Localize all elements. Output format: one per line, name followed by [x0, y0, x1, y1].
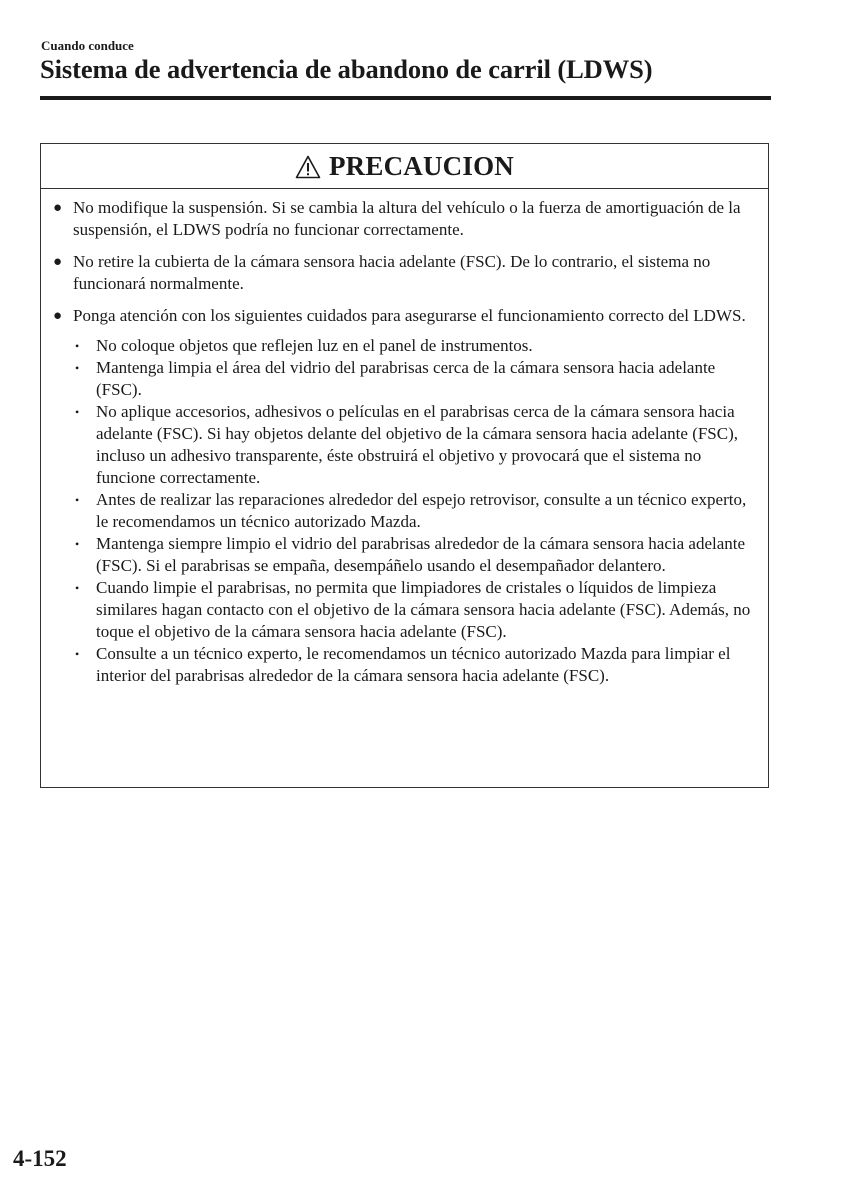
sub-bullet-icon: •	[75, 493, 80, 507]
page-number: 4-152	[13, 1146, 67, 1171]
sub-bullet-icon: •	[75, 361, 80, 375]
sub-bullet-icon: •	[75, 647, 80, 661]
caution-item-text: No retire la cubierta de la cámara sensora hacia adelante (FSC). De lo contrario, el sistema no funcionará normalmente.	[73, 252, 711, 293]
caution-item	[53, 305, 756, 327]
caution-body	[41, 189, 768, 687]
caution-sub-item	[73, 489, 756, 533]
caution-sub-item-text: No coloque objetos que reflejen luz en el panel de instrumentos.	[96, 336, 533, 355]
caution-sub-item-text: No aplique accesorios, adhesivos o películas en el parabrisas cerca de la cámara sensora hacia adelante (FSC). Si hay objetos delante del objetivo de la cámara sensora hacia adelante (FSC), incluso un adhesivo transparente, éste obstruirá el objetivo y provocará que el sistema no funcione correctamente.	[96, 402, 739, 487]
title-rule	[40, 96, 771, 100]
page-title: Sistema de advertencia de abandono de carril (LDWS)	[40, 54, 653, 84]
caution-item	[53, 251, 756, 295]
caution-title: PRECAUCION	[328, 150, 514, 181]
sub-bullet-icon: •	[75, 405, 80, 419]
sub-bullet-icon: •	[75, 537, 80, 551]
warning-triangle-icon	[295, 155, 321, 179]
caution-box	[40, 143, 769, 788]
bullet-icon: ●	[53, 308, 63, 324]
caution-sub-item	[73, 357, 756, 401]
caution-item-text: No modifique la suspensión. Si se cambia la altura del vehículo o la fuerza de amortiguación de la suspensión, el LDWS podría no funcionar correctamente.	[73, 198, 741, 239]
caution-item-text: Ponga atención con los siguientes cuidados para asegurarse el funcionamiento correcto del LDWS.	[73, 306, 746, 325]
caution-sub-list	[53, 335, 756, 687]
caution-sub-item	[73, 335, 756, 357]
bullet-icon: ●	[53, 254, 63, 270]
caution-sub-item-text: Cuando limpie el parabrisas, no permita que limpiadores de cristales o líquidos de limpieza similares hagan contacto con el objetivo de la cámara sensora hacia adelante (FSC). Además, no toque el objetivo de la cámara sensora hacia adelante (FSC).	[96, 578, 751, 641]
caution-item	[53, 197, 756, 241]
bullet-icon: ●	[53, 200, 63, 216]
section-label: Cuando conduce	[41, 38, 134, 53]
caution-sub-item	[73, 533, 756, 577]
caution-header	[41, 144, 768, 189]
sub-bullet-icon: •	[75, 581, 80, 595]
caution-sub-item	[73, 401, 756, 489]
caution-sub-item-text: Consulte a un técnico experto, le recomendamos un técnico autorizado Mazda para limpiar el interior del parabrisas alrededor de la cámara sensora hacia adelante (FSC).	[96, 644, 731, 685]
caution-sub-item	[73, 577, 756, 643]
caution-sub-item-text: Mantenga limpia el área del vidrio del parabrisas cerca de la cámara sensora hacia adelante (FSC).	[96, 358, 716, 399]
caution-sub-item-text: Antes de realizar las reparaciones alrededor del espejo retrovisor, consulte a un técnico experto, le recomendamos un técnico autorizado Mazda.	[96, 490, 747, 531]
sub-bullet-icon: •	[75, 339, 80, 353]
caution-sub-item-text: Mantenga siempre limpio el vidrio del parabrisas alrededor de la cámara sensora hacia adelante (FSC). Si el parabrisas se empaña, desempáñelo usando el desempañador delantero.	[96, 534, 746, 575]
caution-sub-item	[73, 643, 756, 687]
